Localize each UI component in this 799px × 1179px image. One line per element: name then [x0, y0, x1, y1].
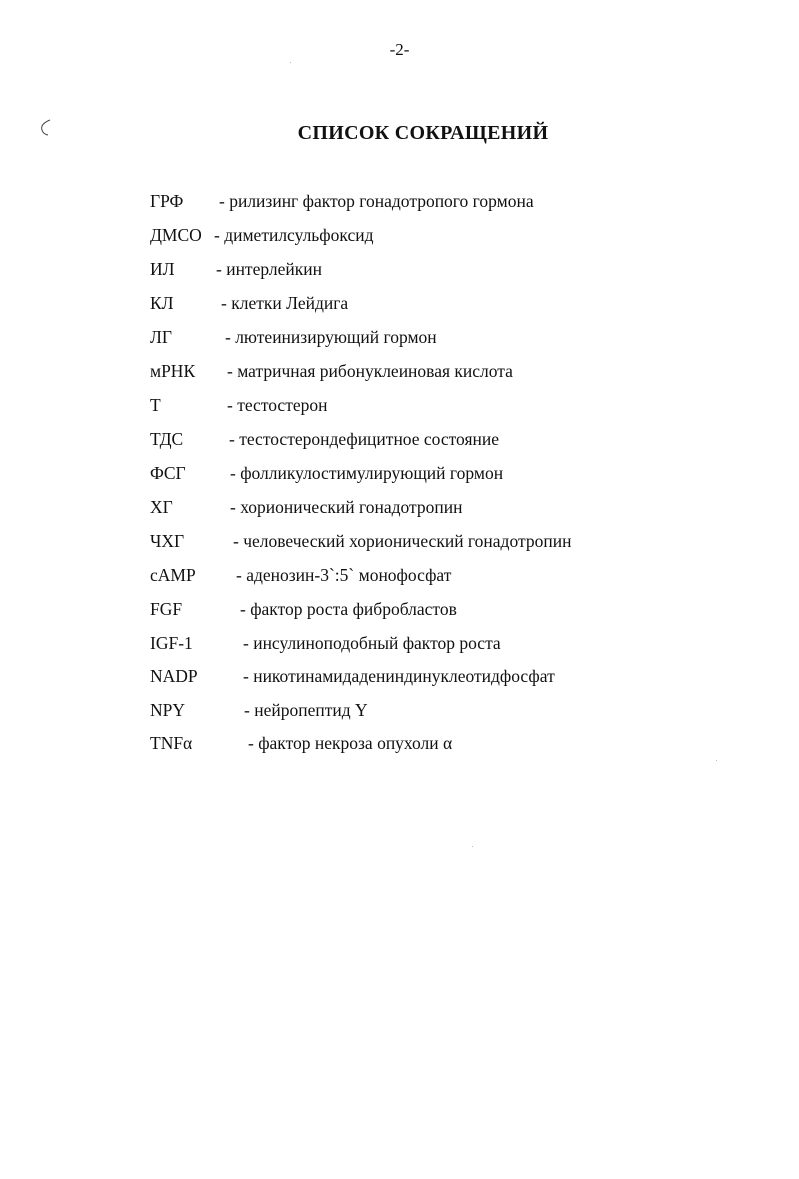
abbreviation-term: КЛ — [150, 293, 174, 313]
abbreviation-definition: - интерлейкин — [216, 259, 322, 279]
abbreviation-definition: - тестостерон — [227, 395, 328, 415]
abbreviation-term: Т — [150, 395, 161, 415]
abbreviation-term: ХГ — [150, 497, 173, 517]
abbreviation-definition: - фолликулостимулирующий гормон — [230, 463, 504, 483]
abbreviation-term: NPY — [150, 700, 186, 720]
abbreviation-term: NADP — [150, 666, 198, 686]
abbreviation-definition: - диметилсульфоксид — [214, 225, 374, 245]
abbreviation-definition: - лютеинизирующий гормон — [225, 327, 437, 347]
abbreviation-definition: - рилизинг фактор гонадотропого гормона — [219, 191, 534, 211]
abbreviation-definition: - нейропептид Y — [244, 700, 368, 720]
abbreviation-definition: - человеческий хорионический гонадотропин — [233, 531, 572, 551]
abbreviation-definition: - фактор роста фибробластов — [240, 599, 457, 619]
abbreviation-definition: - хорионический гонадотропин — [230, 497, 463, 517]
page-title: СПИСОК СОКРАЩЕНИЙ — [297, 122, 549, 144]
abbreviation-term: ГРФ — [150, 191, 184, 211]
scan-speck — [716, 760, 717, 761]
abbreviation-term: ФСГ — [150, 463, 186, 483]
abbreviation-term: IGF-1 — [150, 633, 193, 653]
abbreviation-term: ЛГ — [150, 327, 172, 347]
scan-speck — [290, 62, 291, 63]
abbreviation-definition: - фактор некроза опухоли α — [248, 733, 453, 753]
abbreviation-term: мРНК — [150, 361, 196, 381]
page-number: -2- — [389, 40, 410, 59]
abbreviation-term: ИЛ — [150, 259, 175, 279]
abbreviation-definition: - аденозин-3`:5` монофосфат — [236, 565, 452, 585]
abbreviation-definition: - никотинамидадениндинуклеотидфосфат — [243, 666, 555, 686]
abbreviation-term: FGF — [150, 599, 183, 619]
abbreviation-definition: - инсулиноподобный фактор роста — [243, 633, 501, 653]
scan-speck — [472, 846, 473, 847]
abbreviation-term: ДМСО — [150, 225, 202, 245]
abbreviation-definition: - клетки Лейдига — [221, 293, 349, 313]
abbreviation-definition: - тестостерондефицитное состояние — [229, 429, 500, 449]
abbreviation-term: ЧХГ — [150, 531, 185, 551]
abbreviation-term: ТДС — [150, 429, 184, 449]
abbreviation-term: cAMP — [150, 565, 196, 585]
abbreviation-definition: - матричная рибонуклеиновая кислота — [227, 361, 513, 381]
abbreviation-term: TNFα — [150, 733, 193, 753]
